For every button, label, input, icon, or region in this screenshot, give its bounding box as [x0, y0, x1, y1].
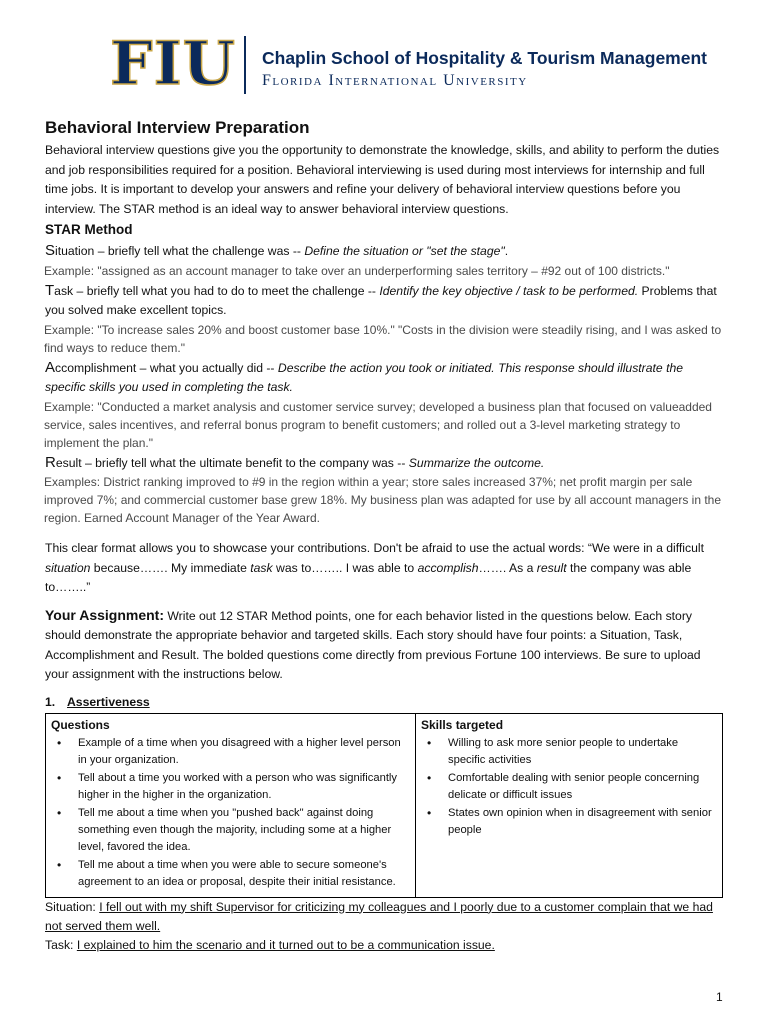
page-header: [110, 29, 710, 99]
format-text-2: because……. My immediate: [90, 560, 251, 575]
star-task-word: ask: [54, 283, 74, 298]
star-situation-end: .: [504, 244, 509, 258]
star-result-italic: Summarize the outcome.: [408, 455, 545, 470]
fiu-logo: [110, 29, 236, 99]
skill-item: • States own opinion when in disagreement with senior people: [421, 805, 717, 839]
format-text-5: the company was able to……..”: [45, 560, 692, 594]
answer-situation: [45, 898, 725, 936]
question-item: • Tell about a time you worked with a person who was significantly higher in the higher in the organization.: [51, 770, 410, 804]
format-text-3: was to…….. I was able to: [272, 560, 418, 575]
star-result-example: Examples: District ranking improved to #9 in the region within a year; store sales increased 37%; net profit margin per sale improved 7%; and commercial customer base grew 18%. My business plan was adapted for use by all account managers in the region. Earned Account Manager of the Year Award.: [44, 475, 722, 525]
questions-list: [51, 735, 410, 891]
star-accomplishment-desc: – what you actually did --: [136, 360, 278, 375]
star-task-after: Problems that you solved make excellent topics.: [45, 283, 717, 317]
assignment-text: Write out 12 STAR Method points, one for each behavior listed in the questions below. Each story should demonstrate the appropriate behavior and targeted skills. Each story should have four points: a Situation, Task, Accomplishment and Result. The bolded questions come directly from previous Fortune 100 interviews. Be sure to upload your assignment with the instructions below.: [45, 608, 701, 681]
format-result: result: [536, 560, 567, 575]
section-label: Assertiveness: [67, 694, 150, 709]
section-assertiveness-title: [45, 693, 725, 711]
star-result-word: esult: [55, 455, 82, 470]
fiu-logo-text: FIU: [110, 29, 236, 99]
star-accomplishment-letter: A: [45, 358, 56, 376]
format-task: task: [250, 560, 273, 575]
questions-header: Questions: [51, 717, 110, 732]
format-paragraph: [45, 539, 725, 598]
section-number: 1.: [45, 694, 56, 709]
star-accomplishment-italic: Describe the action you took or initiated. This response should illustrate the specific skills you used in completing the task.: [45, 360, 684, 394]
assertiveness-table: [45, 713, 723, 898]
assignment-paragraph: [45, 606, 725, 685]
questions-cell: [46, 713, 416, 897]
star-task-letter: T: [45, 281, 55, 299]
star-result: [45, 453, 725, 474]
star-accomplishment: [45, 358, 725, 398]
answer-task: [45, 936, 725, 955]
star-result-desc: – briefly tell what the ultimate benefit to the company was --: [81, 455, 409, 470]
star-result-letter: R: [45, 453, 56, 471]
answer-task-label: Task:: [45, 937, 77, 952]
university-name: Florida International University: [262, 72, 528, 89]
format-text-4: ……. As a: [478, 560, 537, 575]
star-situation-example: Example: "assigned as an account manager to take over an underperforming sales territory – #92 out of 100 districts.": [44, 263, 670, 278]
format-situation: situation: [45, 560, 91, 575]
assignment-heading: Your Assignment:: [45, 606, 165, 623]
star-task-italic: Identify the key objective / task to be performed.: [379, 283, 639, 298]
star-situation-italic: Define the situation or "set the stage": [304, 244, 505, 258]
header-divider: [244, 36, 246, 94]
star-task-example: Example: "To increase sales 20% and boost customer base 10%." "Costs in the division were steadily rising, and I was asked to find ways to reduce them.": [44, 322, 722, 355]
star-situation-letter: S: [45, 242, 56, 259]
document-body: [45, 117, 725, 955]
answer-situation-text: I fell out with my shift Supervisor for criticizing my colleagues and I poorly due to a customer complain that we had not served them well.: [45, 899, 713, 933]
star-task: [45, 281, 725, 321]
question-item: • Example of a time when you disagreed with a higher level person in your organization.: [51, 735, 410, 769]
skill-item: • Comfortable dealing with senior people concerning delicate or difficult issues: [421, 770, 717, 804]
format-text-1: This clear format allows you to showcase your contributions. Don't be afraid to use the actual words: “We were in a difficult: [45, 541, 704, 555]
skills-cell: [416, 713, 723, 897]
star-situation-word: ituation: [55, 244, 95, 258]
answer-task-text: I explained to him the scenario and it turned out to be a communication issue.: [76, 937, 495, 952]
page-title: Behavioral Interview Preparation: [45, 118, 310, 137]
skills-list: [421, 735, 717, 839]
page-number: 1: [716, 990, 723, 1004]
star-situation: [45, 241, 725, 262]
intro-paragraph: Behavioral interview questions give you the opportunity to demonstrate the knowledge, skills, and ability to perform the duties and job responsibilities required for a position. Behavioral interviewing is used during most interviews for internship and full time jobs. It is important to develop your answers and refine your delivery of behavioral interview questions before you interview. The STAR method is an ideal way to answer behavioral interview questions.: [45, 143, 720, 216]
skill-item: • Willing to ask more senior people to undertake specific activities: [421, 735, 717, 769]
question-item: • Tell me about a time when you "pushed back" against doing something even though the majority, including some at a higher level, favored the idea.: [51, 805, 410, 856]
format-accomplish: accomplish: [417, 560, 479, 575]
star-heading: STAR Method: [45, 222, 133, 237]
star-accomplishment-example: Example: "Conducted a market analysis and customer service survey; developed a business plan that focused on valueadded service, sales incentives, and referral bonus program to benefit customers; and rolled out a 3-level marketing strategy to implement the plan.": [44, 399, 712, 450]
star-accomplishment-word: ccomplishment: [55, 360, 137, 375]
skills-header: Skills targeted: [421, 717, 504, 732]
question-item: • Tell me about a time when you were able to secure someone's agreement to an idea or proposal, despite their initial resistance.: [51, 857, 410, 891]
star-task-desc: – briefly tell what you had to do to meet the challenge --: [73, 283, 380, 298]
school-name: Chaplin School of Hospitality & Tourism Management: [262, 48, 707, 68]
answer-situation-label: Situation:: [45, 899, 100, 914]
star-situation-desc: – briefly tell what the challenge was --: [94, 244, 305, 258]
